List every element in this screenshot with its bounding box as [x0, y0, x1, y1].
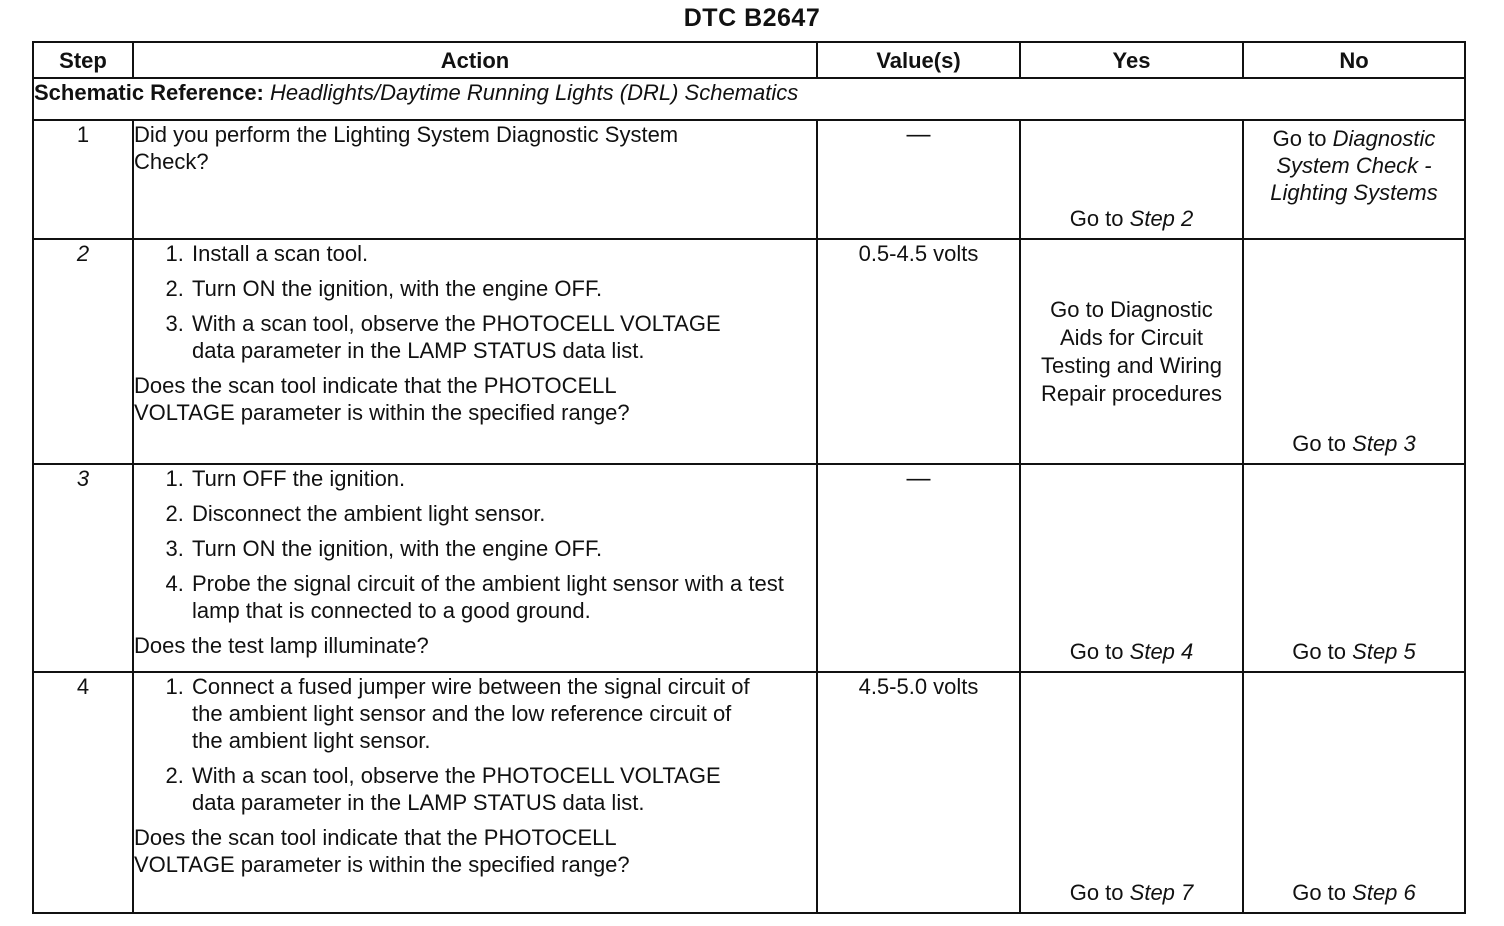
- table-row: [33, 239, 1465, 464]
- action-text: Did you perform the Lighting System Diagnostic System Check?: [134, 122, 679, 174]
- no-goto[interactable]: [1244, 638, 1464, 665]
- no-cell: [1243, 464, 1465, 672]
- goto-prefix: Go to: [1292, 880, 1347, 905]
- goto-prefix: Go to: [1069, 639, 1124, 664]
- no-cell: [1243, 672, 1465, 913]
- instruction-item: 2. With a scan tool, observe the PHOTOCELL VOLTAGE data parameter in the LAMP STATUS data list.: [190, 762, 752, 816]
- value-text: —: [906, 465, 931, 492]
- no-cell: [1243, 239, 1465, 464]
- goto-target: Step 7: [1129, 880, 1194, 905]
- goto-prefix: Go to: [1069, 880, 1124, 905]
- no-goto[interactable]: [1244, 125, 1464, 206]
- value-cell: [817, 672, 1020, 913]
- step-number: 4: [33, 672, 133, 913]
- instruction-item: 1. Connect a fused jumper wire between the signal circuit of the ambient light sensor and the low reference circuit of the ambient light sensor.: [190, 673, 752, 754]
- header-step: Step: [33, 42, 133, 78]
- value-text: 4.5-5.0 volts: [858, 674, 979, 699]
- yes-cell: [1020, 239, 1243, 464]
- goto-target: Diagnostic System Check - Lighting Systems: [1270, 126, 1438, 205]
- page-title: DTC B2647: [683, 4, 821, 32]
- schematic-reference-label: Schematic Reference:: [34, 80, 264, 105]
- instruction-item: 3. Turn ON the ignition, with the engine OFF.: [190, 535, 816, 562]
- goto-prefix: Go to: [1292, 431, 1347, 456]
- goto-target: Step 6: [1352, 880, 1416, 905]
- step-number: 1: [33, 120, 133, 239]
- instruction-item: 2. Disconnect the ambient light sensor.: [190, 500, 816, 527]
- question-text: Does the test lamp illuminate?: [134, 633, 429, 658]
- action-cell: [133, 120, 817, 239]
- header-yes: Yes: [1020, 42, 1243, 78]
- table-row: [33, 120, 1465, 239]
- question-text: Does the scan tool indicate that the PHOTOCELL VOLTAGE parameter is within the specified range?: [134, 825, 630, 877]
- yes-cell: [1020, 672, 1243, 913]
- action-cell: [133, 239, 817, 464]
- schematic-reference-row: [33, 78, 1465, 120]
- goto-prefix: Go to: [1292, 639, 1347, 664]
- value-cell: [817, 120, 1020, 239]
- goto-target: Step 3: [1352, 431, 1416, 456]
- instruction-item: 2. Turn ON the ignition, with the engine OFF.: [190, 275, 772, 302]
- yes-cell: [1020, 464, 1243, 672]
- instruction-item: 4. Probe the signal circuit of the ambient light sensor with a test lamp that is connected to a good ground.: [190, 570, 816, 624]
- diagnostic-table: [32, 41, 1466, 914]
- yes-goto[interactable]: [1021, 205, 1242, 232]
- action-cell: [133, 464, 817, 672]
- yes-cell: [1020, 120, 1243, 239]
- yes-goto[interactable]: [1021, 879, 1242, 906]
- instruction-item: 1. Install a scan tool.: [190, 240, 772, 267]
- question-text: Does the scan tool indicate that the PHOTOCELL VOLTAGE parameter is within the specified range?: [134, 373, 630, 425]
- value-cell: [817, 239, 1020, 464]
- table-row: [33, 672, 1465, 913]
- instruction-item: 1. Turn OFF the ignition.: [190, 465, 816, 492]
- instruction-list: [134, 465, 816, 624]
- goto-prefix: Go to: [1272, 126, 1327, 151]
- step-number: 2: [33, 239, 133, 464]
- value-text: 0.5-4.5 volts: [858, 241, 979, 266]
- goto-prefix: Go to: [1069, 206, 1124, 231]
- action-cell: [133, 672, 817, 913]
- value-cell: [817, 464, 1020, 672]
- goto-target: Step 2: [1129, 206, 1194, 231]
- header-no: No: [1243, 42, 1465, 78]
- step-number: 3: [33, 464, 133, 672]
- header-values: Value(s): [817, 42, 1020, 78]
- value-text: —: [906, 121, 931, 148]
- header-row: [33, 42, 1465, 78]
- instruction-item: 3. With a scan tool, observe the PHOTOCELL VOLTAGE data parameter in the LAMP STATUS data list.: [190, 310, 752, 364]
- instruction-list: [134, 673, 816, 816]
- header-action: Action: [133, 42, 817, 78]
- schematic-reference-cell: [33, 78, 1465, 120]
- no-cell: [1243, 120, 1465, 239]
- yes-goto[interactable]: Go to Diagnostic Aids for Circuit Testing and Wiring Repair procedures: [1041, 296, 1222, 406]
- instruction-list: [134, 240, 816, 364]
- no-goto[interactable]: [1244, 879, 1464, 906]
- goto-target: Step 5: [1352, 639, 1416, 664]
- yes-goto[interactable]: [1021, 638, 1242, 665]
- table-row: [33, 464, 1465, 672]
- goto-target: Step 4: [1129, 639, 1194, 664]
- no-goto[interactable]: [1244, 430, 1464, 457]
- schematic-reference-link[interactable]: Headlights/Daytime Running Lights (DRL) Schematics: [270, 80, 799, 105]
